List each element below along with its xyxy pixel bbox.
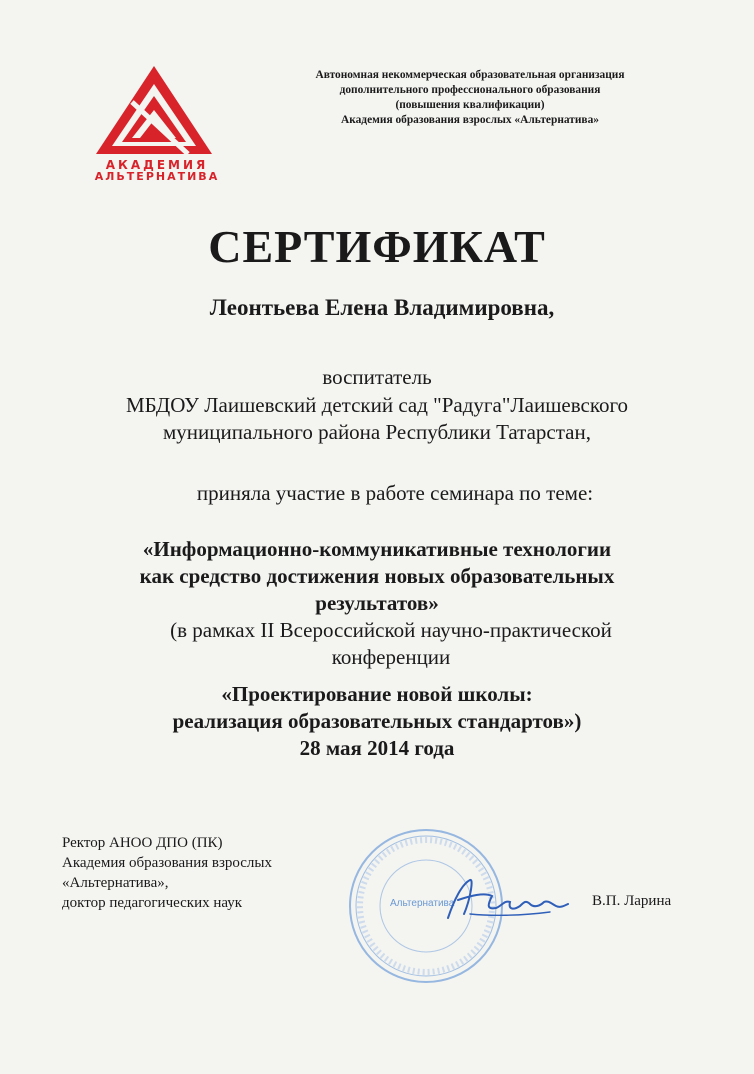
handwritten-signature <box>440 870 570 930</box>
conference-date: 28 мая 2014 года <box>299 736 455 760</box>
header-line: Академия образования взрослых «Альтернатива» <box>341 114 599 126</box>
recipient-organization <box>0 392 754 446</box>
conference-line: реализация образовательных стандартов») <box>172 709 582 733</box>
context-line: конференции <box>331 645 451 669</box>
logo-text-alternativa: АЛЬТЕРНАТИВА <box>94 170 220 183</box>
participation-text: приняла участие в работе семинара по теме: <box>196 481 594 505</box>
recipient-position: воспитатель <box>322 365 432 389</box>
context-line: (в рамках II Всероссийской научно-практической <box>170 618 612 642</box>
organization-line: МБДОУ Лаишевский детский сад "Радуга"Лаишевского <box>125 393 629 417</box>
conference-context <box>14 617 754 671</box>
stamp-text: Альтернатива <box>390 898 455 909</box>
signer-name: В.П. Ларина <box>592 893 672 909</box>
certificate-title: СЕРТИФИКАТ <box>208 221 546 272</box>
signer-title <box>62 833 272 913</box>
header-line: дополнительного профессионального образования <box>339 84 601 96</box>
triangle-logo-icon <box>92 62 222 162</box>
signer-line: Академия образования взрослых <box>62 855 272 871</box>
topic-line: результатов» <box>315 591 439 615</box>
conference-title <box>0 681 754 762</box>
signer-line: «Альтернатива», <box>62 875 169 891</box>
organization-header <box>250 68 690 128</box>
conference-line: «Проектирование новой школы: <box>221 682 533 706</box>
organization-line: муниципального района Республики Татарстан, <box>163 420 591 444</box>
signer-line: доктор педагогических наук <box>62 895 243 911</box>
logo-text-academy: АКАДЕМИЯ <box>105 158 209 172</box>
topic-line: как средство достижения новых образовательных <box>139 564 615 588</box>
seminar-topic <box>0 536 754 617</box>
header-line: (повышения квалификации) <box>395 99 545 111</box>
recipient-name: Леонтьева Елена Владимировна, <box>209 295 555 320</box>
academy-logo <box>92 62 222 182</box>
topic-line: «Информационно-коммуникативные технологии <box>142 537 612 561</box>
header-line: Автономная некоммерческая образовательная организация <box>315 69 625 81</box>
signer-line: Ректор АНОО ДПО (ПК) <box>62 835 223 851</box>
